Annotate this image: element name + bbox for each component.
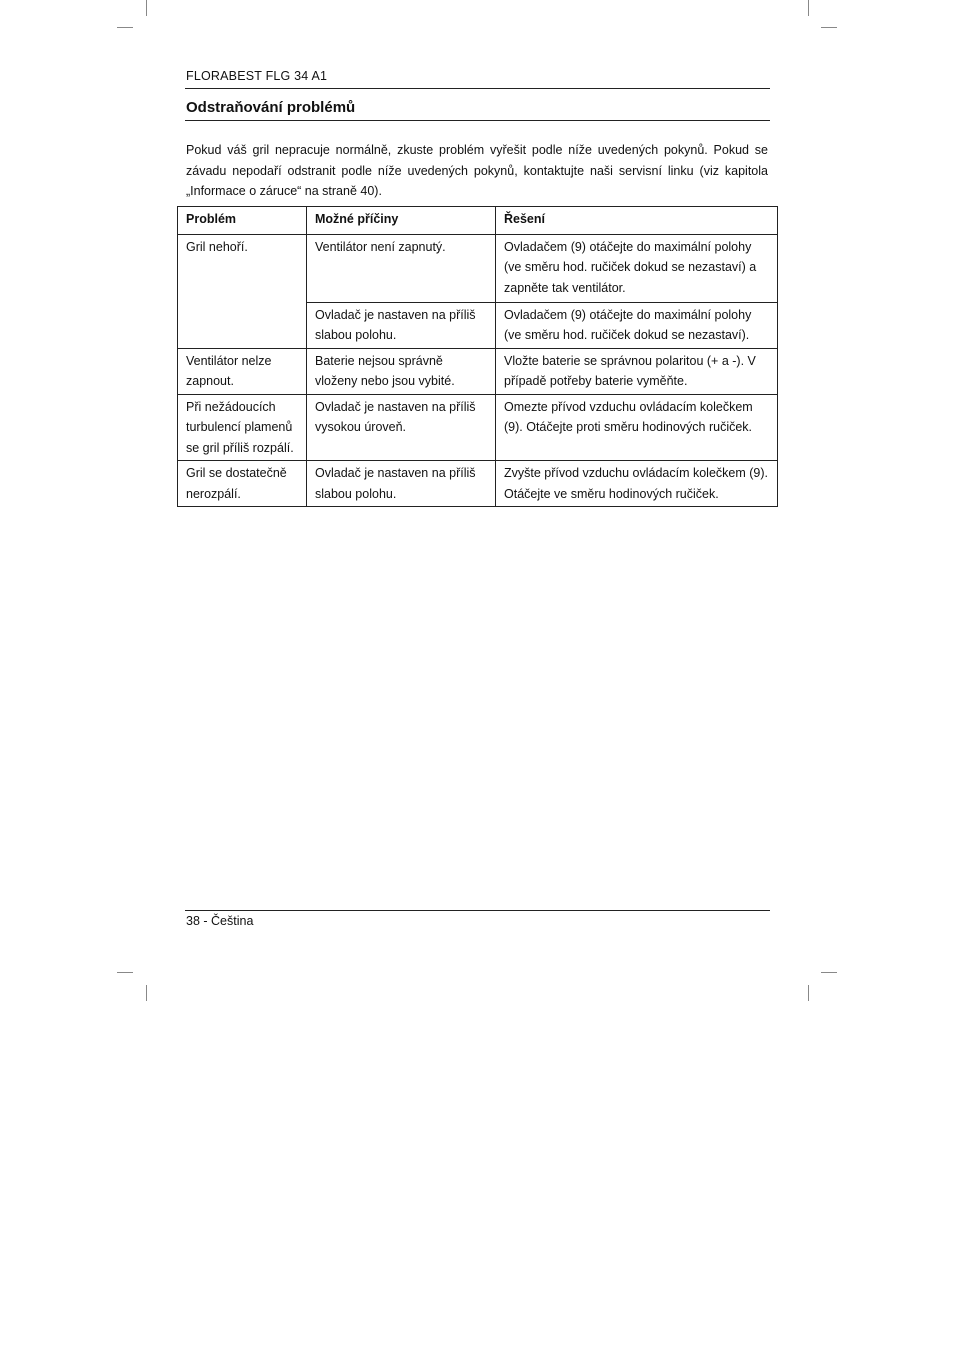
header-rule	[185, 88, 770, 89]
problem-cell: Ventilátor nelze zapnout.	[178, 348, 307, 394]
intro-paragraph: Pokud váš gril nepracuje normálně, zkuste problém vyřešit podle níže uvedených pokynů. Pokud se závadu nepodaří odstranit podle níže uvedených pokynů, kontaktujte naši servisní linku (viz kapitola „Informace o záruce“ na straně 40).	[186, 143, 768, 198]
section-title: Odstraňování problémů	[186, 99, 356, 116]
header-causes: Možné příčiny	[307, 207, 496, 235]
header-problem: Problém	[178, 207, 307, 235]
table-row	[178, 234, 778, 302]
problem-cell: Gril se dostatečně nerozpálí.	[178, 461, 307, 507]
document-header: FLORABEST FLG 34 A1	[186, 69, 328, 83]
crop-mark	[146, 985, 147, 1001]
crop-mark	[808, 985, 809, 1001]
table-row	[178, 348, 778, 394]
crop-mark	[821, 972, 837, 973]
title-rule	[185, 120, 770, 121]
solution-cell: Ovladačem (9) otáčejte do maximální polohy (ve směru hod. ručiček dokud se nezastaví).	[496, 302, 778, 348]
cause-cell: Ovladač je nastaven na příliš slabou polohu.	[307, 461, 496, 507]
crop-mark	[808, 0, 809, 16]
crop-mark	[117, 972, 133, 973]
troubleshooting-table	[177, 206, 778, 507]
cause-cell: Baterie nejsou správně vloženy nebo jsou vybité.	[307, 348, 496, 394]
crop-mark	[146, 0, 147, 16]
cause-cell: Ventilátor není zapnutý.	[307, 234, 496, 302]
table-row	[178, 461, 778, 507]
solution-cell: Zvyšte přívod vzduchu ovládacím kolečkem (9). Otáčejte ve směru hodinových ručiček.	[496, 461, 778, 507]
solution-cell: Omezte přívod vzduchu ovládacím kolečkem (9). Otáčejte proti směru hodinových ručiček.	[496, 394, 778, 461]
header-solution: Řešení	[496, 207, 778, 235]
solution-cell: Ovladačem (9) otáčejte do maximální polohy (ve směru hod. ručiček dokud se nezastaví) a zapněte tak ventilátor.	[496, 234, 778, 302]
page-footer: 38 - Čeština	[186, 914, 254, 928]
crop-mark	[117, 27, 133, 28]
table-header-row	[178, 207, 778, 235]
problem-cell: Gril nehoří.	[178, 234, 307, 348]
cause-cell: Ovladač je nastaven na příliš vysokou úroveň.	[307, 394, 496, 461]
cause-cell: Ovladač je nastaven na příliš slabou polohu.	[307, 302, 496, 348]
footer-rule	[185, 910, 770, 911]
solution-cell: Vložte baterie se správnou polaritou (+ a -). V případě potřeby baterie vyměňte.	[496, 348, 778, 394]
table-row	[178, 394, 778, 461]
problem-cell: Při nežádoucích turbulencí plamenů se gril příliš rozpálí.	[178, 394, 307, 461]
crop-mark	[821, 27, 837, 28]
